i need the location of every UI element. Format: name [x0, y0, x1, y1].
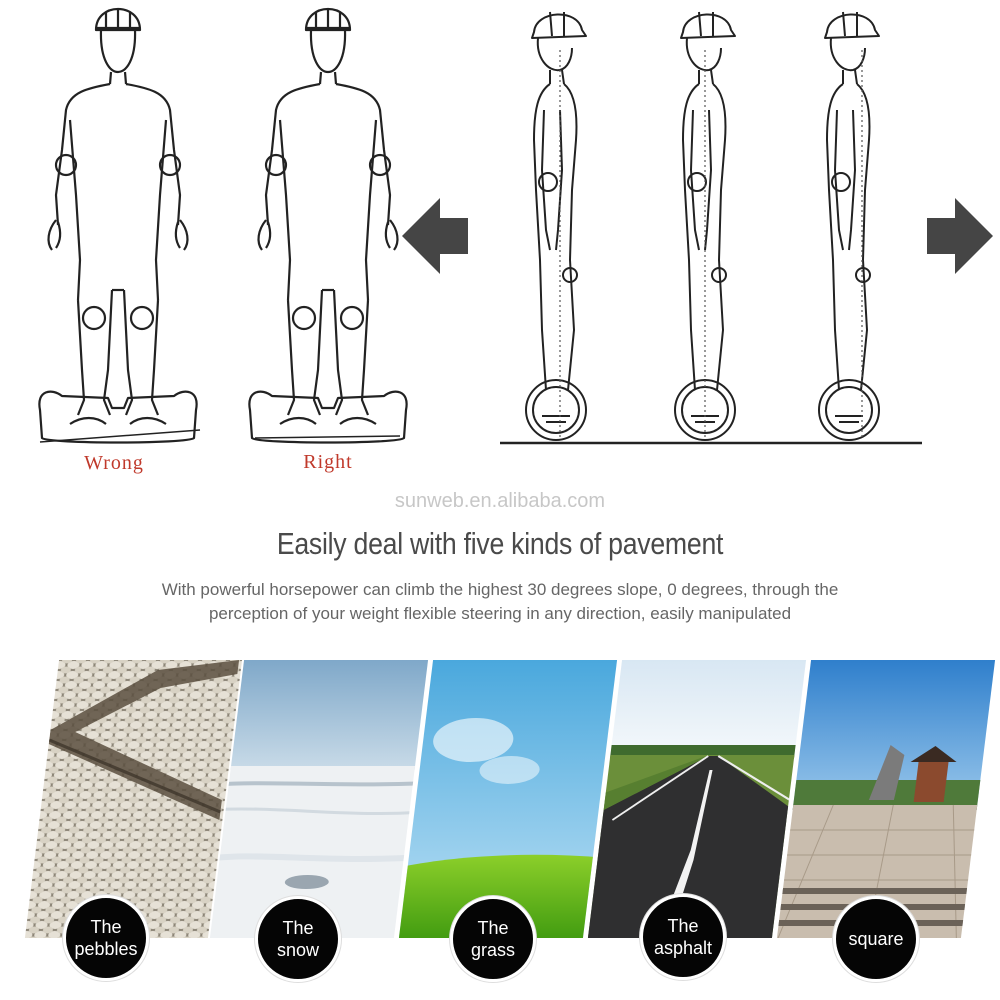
- pebbles-badge: [63, 895, 149, 981]
- asphalt-badge: [640, 894, 726, 980]
- pebbles-line1: The: [90, 917, 122, 937]
- arrow-right-icon: [925, 198, 993, 274]
- description-line-1: With powerful horsepower can climb the highest 30 degrees slope, 0 degrees, through the: [161, 580, 839, 599]
- grass-line1: The: [477, 918, 509, 938]
- snow-badge: [255, 896, 341, 982]
- asphalt-line2: asphalt: [653, 938, 713, 958]
- right-label: Right: [303, 451, 353, 473]
- watermark: sunweb.en.alibaba.com: [394, 490, 606, 512]
- square-badge: [833, 896, 919, 982]
- pebbles-line2: pebbles: [74, 939, 138, 959]
- grass-panel: [397, 658, 620, 940]
- grass-badge: [450, 896, 536, 982]
- snow-panel: [208, 658, 431, 940]
- snow-line1: The: [282, 918, 314, 938]
- snow-line2: snow: [276, 940, 320, 960]
- wrong-label: Wrong: [84, 452, 144, 474]
- grass-line2: grass: [470, 940, 515, 960]
- square-line2: square: [848, 929, 904, 949]
- page-title: Easily deal with five kinds of pavement: [276, 526, 724, 561]
- description-line-2: perception of your weight flexible steering in any direction, easily manipulated: [208, 604, 792, 623]
- asphalt-line1: The: [667, 916, 699, 936]
- arrow-left-icon: [402, 198, 470, 274]
- posture-illustration: [0, 0, 1000, 480]
